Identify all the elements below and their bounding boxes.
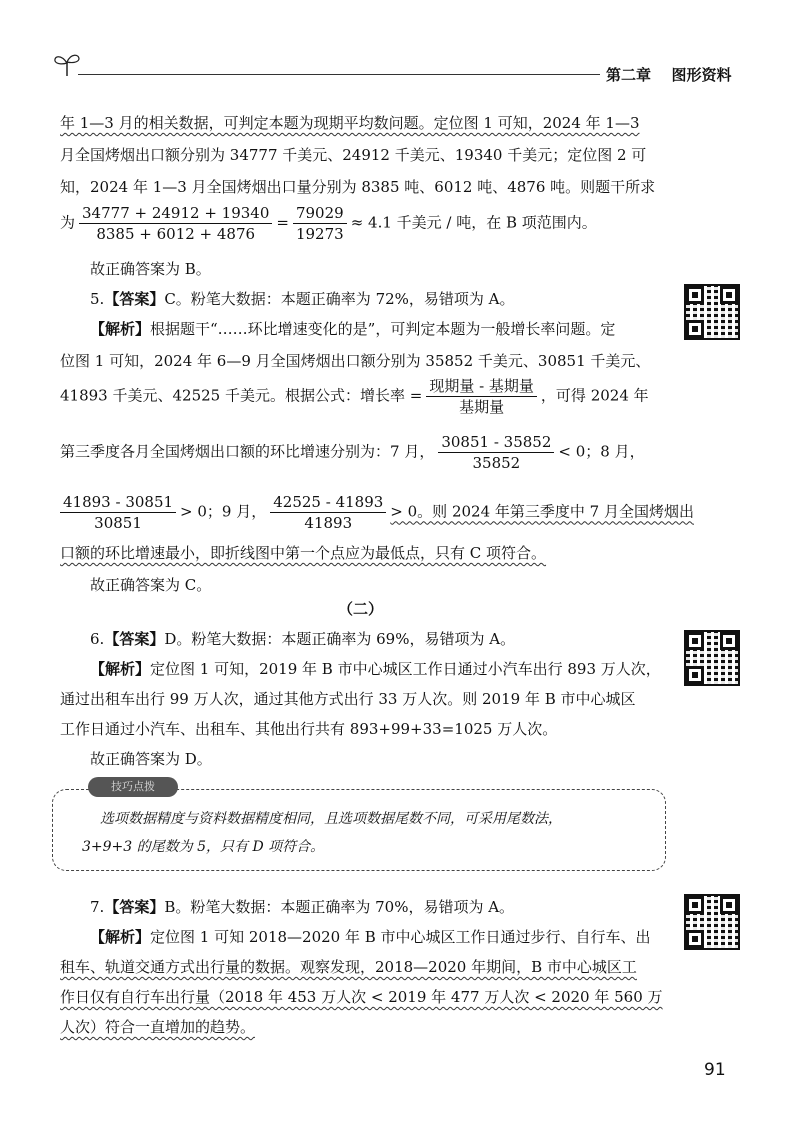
conclusion-text: 口额的环比增速最小，即折线图中第一个点应为最低点，只有 C 项符合。 [60,544,547,562]
fraction-denominator: 30851 [94,514,142,532]
answer-line: 故正确答案为 C。 [90,576,212,594]
qr-code [684,630,740,686]
fraction-numerator: 30851 - 35852 [438,432,554,453]
analysis-text: 定位图 1 可知 2018—2020 年 B 市中心城区工作日通过步行、自行车、出 [150,928,651,946]
august-fraction [60,492,176,533]
formula-line [60,203,597,244]
september-fraction [270,492,386,533]
answer-text: B。粉笔大数据：本题正确率为 70%，易错项为 A。 [164,898,515,916]
question-number: 7. [90,898,105,916]
answer-text: C。粉笔大数据：本题正确率为 72%，易错项为 A。 [164,290,515,308]
tip-line: 选项数据精度与资料数据精度相同，且选项数据尾数不同，可采用尾数法， [100,811,562,827]
answer-tag: 【答案】 [104,630,165,648]
text-line [60,1016,255,1037]
fraction-numerator: 79029 [293,203,347,224]
text-line: 工作日通过小汽车、出租车、其他出行共有 893+99+33=1025 万人次。 [60,720,558,738]
q6-answer-line [90,628,515,649]
chapter-label [606,64,732,85]
text-line: 月全国烤烟出口额分别为 34777 千美元、24912 千美元、19340 千美元；定位图 2 可 [60,146,647,164]
tip-line: 3+9+3 的尾数为 5，只有 D 项符合。 [82,839,325,855]
fraction-numerator: 42525 - 41893 [270,492,386,513]
formula-line [60,432,645,473]
fraction-denominator: 基期量 [459,398,505,416]
observation-text: 人次）符合一直增加的趋势。 [60,1018,256,1036]
answer-line: 故正确答案为 B。 [90,260,211,278]
fraction-denominator: 19273 [295,225,344,243]
analysis-tag: 【解析】 [90,928,151,946]
text-segment: 第三季度各月全国烤烟出口额的环比增速分别为：7 月， [60,442,435,461]
formula-line [60,376,649,417]
observation-text: 租车、轨道交通方式出行量的数据。观察发现，2018—2020 年期间，B 市中心城区工 [60,958,637,976]
formula-fraction-1 [79,203,272,244]
observation-text: 作日仅有自行车出行量（2018 年 453 万人次 < 2019 年 477 万人次 < 2020 年 560 万 [60,988,663,1006]
header-rule [78,74,600,75]
answer-text: D。粉笔大数据：本题正确率为 69%，易错项为 A。 [164,630,516,648]
q6-analysis-line [90,658,661,679]
section-heading: （二） [338,600,384,618]
question-number: 5. [90,290,105,308]
fraction-numerator: 现期量 - 基期量 [426,376,537,397]
page-number: 91 [704,1060,726,1080]
fraction-denominator: 41893 [304,514,353,532]
answer-tag: 【答案】 [104,290,165,308]
text-line [60,112,640,133]
text-segment: ，可得 2024 年 [540,386,649,405]
fraction-numerator: 34777 + 24912 + 19340 [79,203,272,224]
qr-code [684,284,740,340]
analysis-text: 根据题干“……环比增速变化的是”，可判定本题为一般增长率问题。定 [150,320,616,338]
text-segment: 41893 千美元、42525 千美元。根据公式：增长率 = [60,386,423,405]
july-fraction [438,432,554,473]
growth-rate-fraction [426,376,537,417]
formula-suffix: ≈ 4.1 千美元 / 吨，在 B 项范围内。 [350,213,597,232]
q5-answer-line [90,288,515,309]
tip-tag: 技巧点拨 [88,777,178,797]
text-line [60,956,637,977]
q7-answer-line [90,896,514,917]
equals-sign: = [276,213,289,232]
fraction-numerator: 41893 - 30851 [60,492,176,513]
text-segment: < 0；8 月， [558,442,645,461]
text-line: 知，2024 年 1—3 月全国烤烟出口量分别为 8385 吨、6012 吨、4876 吨。则题干所求 [60,178,656,196]
q7-analysis-line [90,926,651,947]
text-line [60,542,546,563]
analysis-tag: 【解析】 [90,660,151,678]
text-segment: > 0；9 月， [180,502,267,521]
answer-tag: 【答案】 [104,898,165,916]
question-number: 6. [90,630,105,648]
answer-line: 故正确答案为 D。 [90,750,212,768]
analysis-tag: 【解析】 [90,320,151,338]
qr-code [684,894,740,950]
p1-line1: 年 1—3 月的相关数据，可判定本题为现期平均数问题。定位图 1 可知，2024 年 1—3 [60,114,640,132]
text-line: 通过出租车出行 99 万人次，通过其他方式出行 33 万人次。则 2019 年 B 市中心城区 [60,690,636,708]
text-segment: > 0。则 2024 年第三季度中 7 月全国烤烟出 [390,502,694,521]
chapter-number: 第二章 [606,66,652,84]
chapter-title: 图形资料 [671,66,732,84]
formula-fraction-2 [293,203,347,244]
text-line [60,986,663,1007]
text-line: 位图 1 可知，2024 年 6—9 月全国烤烟出口额分别为 35852 千美元、30851 千美元、 [60,352,651,370]
fraction-denominator: 35852 [472,454,521,472]
formula-line [60,492,694,533]
fraction-denominator: 8385 + 6012 + 4876 [96,225,256,243]
q5-analysis-line [90,318,615,339]
formula-prefix: 为 [60,213,76,232]
analysis-text: 定位图 1 可知，2019 年 B 市中心城区工作日通过小汽车出行 893 万人次， [150,660,661,678]
